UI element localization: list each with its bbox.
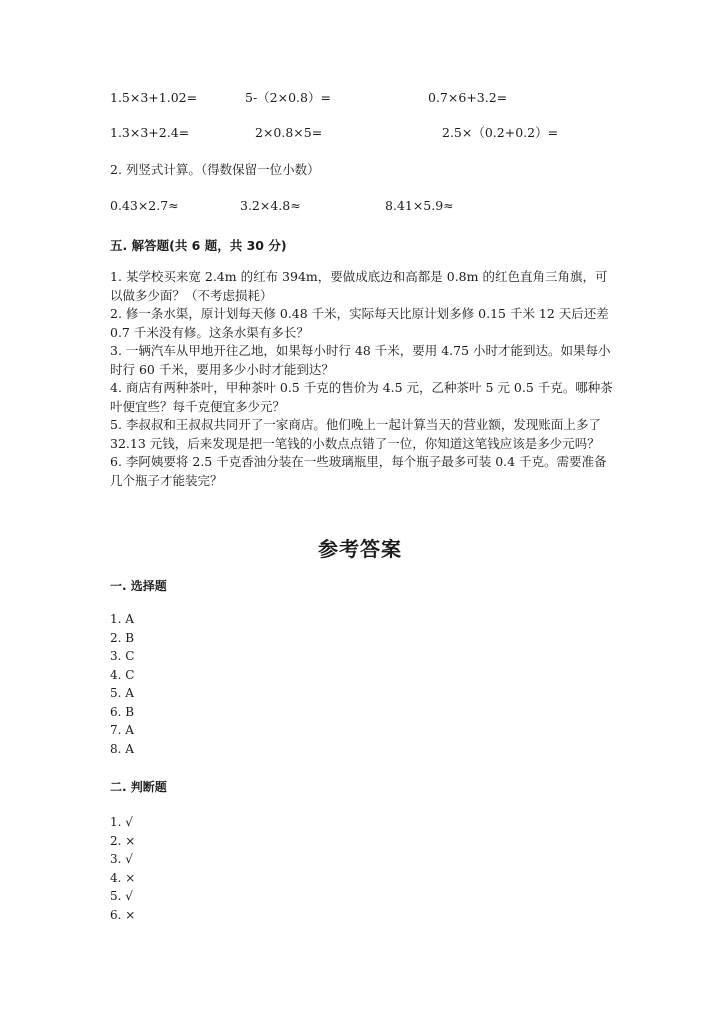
calc-item: 2.5×（0.2+0.2）=: [442, 125, 559, 140]
problem-list: [110, 268, 615, 490]
answer-item: 6. ×: [110, 907, 136, 922]
problem-item: 5. 李叔叔和王叔叔共同开了一家商店。他们晚上一起计算当天的营业额，发现账面上多了 32.13 元钱，后来发现是把一笔钱的小数点点错了一位，你知道这笔钱应该是多少元吗？: [110, 417, 601, 451]
answer-item: 5. √: [110, 889, 133, 903]
problem-item: 6. 李阿姨要将 2.5 千克香油分装在一些玻璃瓶里，每个瓶子最多可装 0.4 千克。需要准备几个瓶子才能装完？: [110, 454, 607, 488]
answer-item: 4. C: [110, 667, 135, 682]
answers-section2-heading: 二. 判断题: [110, 780, 167, 794]
answer-item: 1. √: [110, 815, 133, 829]
answer-item: 2. B: [110, 630, 135, 645]
answer-item: 4. ×: [110, 870, 136, 885]
answers-section1-list: [110, 610, 134, 758]
answer-item: 6. B: [110, 704, 135, 719]
answer-item: 1. A: [110, 612, 134, 626]
problem-item: 1. 某学校买来宽 2.4m 的红布 394m，要做成底边和高都是 0.8m 的红色直角三角旗，可以做多少面？（不考虑损耗）: [110, 269, 608, 303]
calc-item: 5-（2×0.8）=: [245, 90, 331, 105]
calc-item: 0.43×2.7≈: [110, 198, 179, 213]
answer-item: 3. √: [110, 852, 133, 866]
calc-item: 0.7×6+3.2=: [428, 90, 508, 105]
calc-item: 8.41×5.9≈: [385, 198, 454, 213]
answer-item: 3. C: [110, 649, 135, 663]
answer-item: 5. A: [110, 686, 134, 700]
problem-item: 3. 一辆汽车从甲地开往乙地，如果每小时行 48 千米，要用 4.75 小时才能到达。如果每小时行 60 千米，要用多少小时才能到达？: [110, 343, 611, 377]
calc-item: 1.5×3+1.02=: [110, 90, 198, 105]
answers-section1-heading: 一. 选择题: [110, 579, 167, 593]
answer-item: 8. A: [110, 741, 134, 756]
problem-item: 4. 商店有两种茶叶，甲种茶叶 0.5 千克的售价为 4.5 元，乙种茶叶 5 元 0.5 千克。哪种茶叶便宜些？每千克便宜多少元？: [110, 380, 613, 414]
problem-item: 2. 修一条水渠，原计划每天修 0.48 千米，实际每天比原计划多修 0.15 千米 12 天后还差 0.7 千米没有修。这条水渠有多长？: [110, 306, 609, 340]
answers-title: 参考答案: [318, 537, 402, 561]
answer-item: 2. ×: [110, 833, 136, 848]
answers-section2-list: [110, 813, 135, 924]
answer-item: 7. A: [110, 723, 134, 737]
calc-item: 2×0.8×5=: [255, 125, 323, 140]
calc-item: 3.2×4.8≈: [240, 198, 301, 213]
vertical-calc-instruction: 2. 列竖式计算。（得数保留一位小数）: [110, 162, 320, 177]
section5-heading: 五. 解答题(共 6 题，共 30 分): [110, 238, 287, 253]
calc-item: 1.3×3+2.4=: [110, 125, 190, 140]
